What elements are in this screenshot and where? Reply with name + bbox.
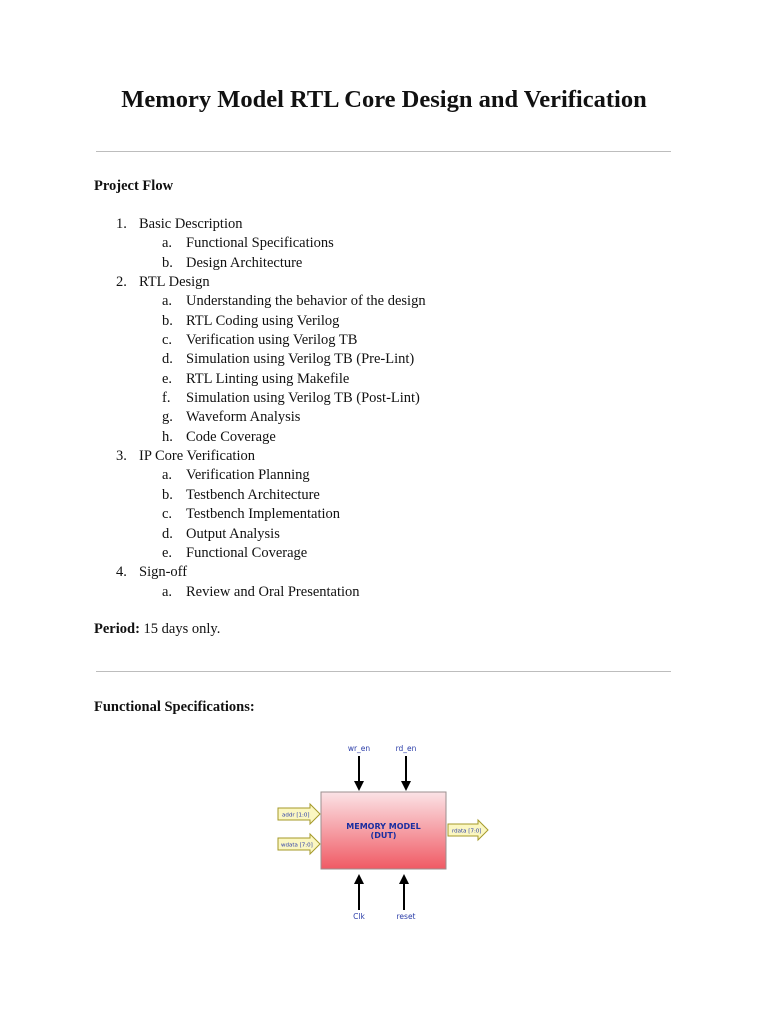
step-label: Sign-off bbox=[139, 564, 188, 581]
functional-spec-heading: Functional Specifications: bbox=[94, 699, 255, 715]
period-line bbox=[94, 621, 220, 638]
step-number: 2. bbox=[116, 274, 127, 291]
period-label: Period: bbox=[94, 621, 140, 637]
flow-step bbox=[116, 273, 676, 292]
substep-letter: d. bbox=[162, 351, 173, 368]
rd-en-label: rd_en bbox=[395, 744, 417, 753]
substep-label: Verification Planning bbox=[186, 467, 310, 484]
horizontal-divider bbox=[96, 671, 671, 672]
substep-label: Testbench Architecture bbox=[186, 486, 320, 503]
clk-arrow bbox=[354, 874, 364, 910]
block-subtitle: (DUT) bbox=[370, 831, 397, 840]
substep-letter: a. bbox=[162, 293, 173, 310]
step-number: 4. bbox=[116, 564, 127, 581]
substep-label: RTL Linting using Makefile bbox=[186, 370, 350, 387]
substep-label: Functional Specifications bbox=[186, 235, 334, 252]
substep-letter: e. bbox=[162, 544, 173, 561]
flow-substep bbox=[116, 312, 676, 331]
substep-letter: g. bbox=[162, 409, 173, 426]
flow-substep bbox=[116, 466, 676, 485]
addr-label: addr [1:0] bbox=[282, 812, 310, 819]
substep-label: Waveform Analysis bbox=[186, 409, 301, 426]
substep-label: Simulation using Verilog TB (Pre-Lint) bbox=[186, 351, 415, 368]
substep-letter: h. bbox=[162, 428, 173, 445]
flow-substep bbox=[116, 525, 676, 544]
flow-substep bbox=[116, 428, 676, 447]
project-flow-heading: Project Flow bbox=[94, 178, 174, 194]
flow-step bbox=[116, 563, 676, 582]
flow-substep bbox=[116, 292, 676, 311]
flow-substep bbox=[116, 370, 676, 389]
substep-letter: a. bbox=[162, 235, 173, 252]
addr-port bbox=[278, 804, 320, 824]
substep-label: Simulation using Verilog TB (Post-Lint) bbox=[186, 390, 420, 407]
flow-step bbox=[116, 447, 676, 466]
flow-substep bbox=[116, 254, 676, 273]
substep-label: Code Coverage bbox=[186, 428, 276, 445]
period-value: 15 days only. bbox=[143, 621, 221, 637]
flow-substep bbox=[116, 408, 676, 427]
step-label: IP Core Verification bbox=[139, 448, 255, 465]
substep-letter: b. bbox=[162, 254, 173, 271]
flow-substep bbox=[116, 350, 676, 369]
flow-substep bbox=[116, 234, 676, 253]
substep-label: Verification using Verilog TB bbox=[186, 332, 358, 349]
flow-substep bbox=[116, 583, 676, 602]
substep-letter: b. bbox=[162, 312, 173, 329]
memory-model-block-diagram bbox=[270, 740, 500, 930]
flow-step bbox=[116, 215, 676, 234]
clk-label: Clk bbox=[353, 912, 365, 921]
wr-en-arrow bbox=[354, 756, 364, 791]
substep-letter: f. bbox=[162, 390, 171, 407]
wdata-port bbox=[278, 834, 320, 854]
block-title: MEMORY MODEL bbox=[346, 822, 421, 831]
substep-letter: a. bbox=[162, 583, 173, 600]
rd-en-arrow bbox=[401, 756, 411, 791]
flow-substep bbox=[116, 486, 676, 505]
wdata-label: wdata [7:0] bbox=[281, 842, 313, 849]
substep-label: Design Architecture bbox=[186, 254, 303, 271]
substep-label: Testbench Implementation bbox=[186, 506, 341, 523]
substep-letter: e. bbox=[162, 370, 173, 387]
step-number: 1. bbox=[116, 216, 127, 232]
reset-label: reset bbox=[396, 912, 416, 921]
step-number: 3. bbox=[116, 448, 127, 465]
rdata-port bbox=[448, 820, 488, 840]
substep-label: Understanding the behavior of the design bbox=[186, 293, 426, 310]
flow-substep bbox=[116, 544, 676, 563]
substep-label: RTL Coding using Verilog bbox=[186, 312, 340, 329]
document-title: Memory Model RTL Core Design and Verification bbox=[121, 86, 647, 113]
substep-letter: c. bbox=[162, 332, 173, 349]
horizontal-divider bbox=[96, 151, 671, 152]
substep-letter: c. bbox=[162, 506, 173, 523]
step-label: RTL Design bbox=[139, 274, 210, 291]
substep-letter: d. bbox=[162, 525, 173, 542]
project-flow-list bbox=[116, 215, 676, 602]
substep-label: Review and Oral Presentation bbox=[186, 583, 360, 600]
substep-letter: b. bbox=[162, 486, 173, 503]
wr-en-label: wr_en bbox=[347, 744, 371, 753]
substep-label: Functional Coverage bbox=[186, 544, 308, 561]
reset-arrow bbox=[399, 874, 409, 910]
substep-label: Output Analysis bbox=[186, 525, 280, 542]
rdata-label: rdata [7:0] bbox=[452, 828, 482, 835]
flow-substep bbox=[116, 331, 676, 350]
substep-letter: a. bbox=[162, 467, 173, 484]
flow-substep bbox=[116, 389, 676, 408]
step-label: Basic Description bbox=[139, 216, 243, 232]
flow-substep bbox=[116, 505, 676, 524]
